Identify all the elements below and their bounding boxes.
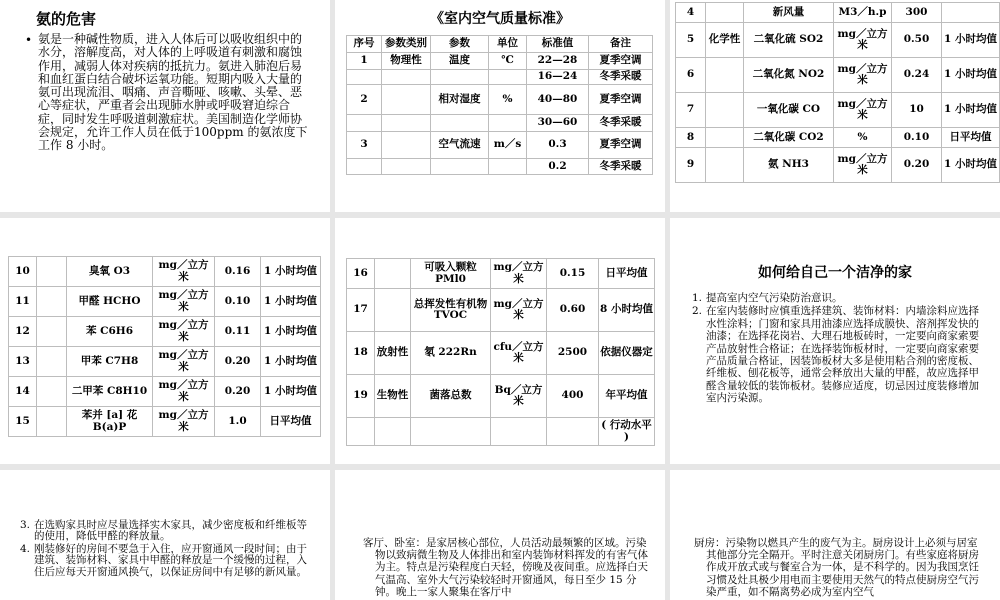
cell-standard-value: 0.20 xyxy=(215,347,261,377)
cell-category xyxy=(706,128,744,148)
header-remark: 备注 xyxy=(589,36,653,53)
cell-parameter: 一氧化碳 CO xyxy=(744,93,834,128)
cell-standard-value: 16—24 xyxy=(527,70,589,85)
cell-category xyxy=(706,148,744,183)
list-number: 2. xyxy=(692,305,703,318)
header-row-number: 序号 xyxy=(347,36,382,53)
cell-row-number: 10 xyxy=(9,257,37,287)
table-row xyxy=(9,257,321,287)
cell-row-number xyxy=(347,70,382,85)
cell-row-number: 1 xyxy=(347,53,382,70)
cell-unit: ℃ xyxy=(489,53,527,70)
table-row xyxy=(347,115,653,132)
bullet: • xyxy=(25,33,33,47)
slide-standard-table-3 xyxy=(0,218,330,464)
cell-row-number: 9 xyxy=(676,148,706,183)
cell-parameter: 甲醛 HCHO xyxy=(67,287,153,317)
cell-category xyxy=(382,115,431,132)
cell-standard-value: 0.20 xyxy=(892,148,942,183)
slide-title: 《室内空气质量标准》 xyxy=(430,11,570,27)
cell-parameter: 二氧化碳 CO2 xyxy=(744,128,834,148)
cell-unit: m／s xyxy=(489,132,527,159)
cell-unit: mg／立方米 xyxy=(153,287,215,317)
cell-remark: 冬季采暖 xyxy=(589,115,653,132)
cell-parameter: 菌落总数 xyxy=(411,375,491,418)
cell-unit: cfu／立方米 xyxy=(491,332,547,375)
cell-remark: 1 小时均值 xyxy=(942,93,1000,128)
cell-category xyxy=(382,132,431,159)
cell-row-number: 14 xyxy=(9,377,37,407)
table-row xyxy=(676,58,1000,93)
cell-unit: mg／立方米 xyxy=(153,407,215,437)
cell-unit: mg／立方米 xyxy=(834,93,892,128)
standard-table xyxy=(346,35,653,175)
cell-parameter: 氡 222Rn xyxy=(411,332,491,375)
cell-parameter xyxy=(431,115,489,132)
cell-remark: ( 行动水平 ) xyxy=(599,418,655,446)
slide-air-quality-standard xyxy=(335,0,665,212)
cell-standard-value: 40—80 xyxy=(527,85,589,115)
cell-parameter xyxy=(411,418,491,446)
cell-parameter: 新风量 xyxy=(744,3,834,23)
cell-remark: 1 小时均值 xyxy=(261,347,321,377)
slide-standard-table-2 xyxy=(670,0,1000,212)
cell-parameter: 温度 xyxy=(431,53,489,70)
cell-category xyxy=(37,317,67,347)
table-row xyxy=(676,93,1000,128)
list-item xyxy=(20,544,314,578)
list-item xyxy=(692,292,988,304)
cell-standard-value: 400 xyxy=(547,375,599,418)
list-text: 在选购家具时应尽量选择实木家具，减少密度板和纤维板等的使用，降低甲醛的释放量。 xyxy=(34,519,307,543)
cell-row-number: 5 xyxy=(676,23,706,58)
cell-row-number: 11 xyxy=(9,287,37,317)
cell-remark: 冬季采暖 xyxy=(589,70,653,85)
cell-parameter: 相对湿度 xyxy=(431,85,489,115)
cell-remark: 冬季采暖 xyxy=(589,159,653,175)
table-row xyxy=(347,85,653,115)
slide-clean-home xyxy=(670,218,1000,464)
cell-category xyxy=(37,407,67,437)
header-standard-value: 标准值 xyxy=(527,36,589,53)
cell-row-number: 6 xyxy=(676,58,706,93)
cell-remark: 1 小时均值 xyxy=(942,58,1000,93)
table-row xyxy=(9,287,321,317)
cell-row-number: 4 xyxy=(676,3,706,23)
table-row xyxy=(347,132,653,159)
cell-remark: 1 小时均值 xyxy=(261,287,321,317)
cell-category xyxy=(37,377,67,407)
list-item xyxy=(692,305,988,404)
table-row xyxy=(9,377,321,407)
cell-unit: mg／立方米 xyxy=(834,148,892,183)
cell-category xyxy=(382,85,431,115)
cell-unit: mg／立方米 xyxy=(834,23,892,58)
cell-standard-value: 22—28 xyxy=(527,53,589,70)
cell-category xyxy=(375,289,411,332)
cell-category xyxy=(375,418,411,446)
cell-standard-value: 0.20 xyxy=(215,377,261,407)
cell-unit xyxy=(489,70,527,85)
list-number: 4. xyxy=(20,542,31,555)
cell-standard-value: 0.50 xyxy=(892,23,942,58)
cell-remark: 1 小时均值 xyxy=(261,377,321,407)
cell-category xyxy=(382,159,431,175)
table-row xyxy=(676,3,1000,23)
header-parameter: 参数 xyxy=(431,36,489,53)
cell-remark: 1 小时均值 xyxy=(942,23,1000,58)
standard-table xyxy=(675,2,1000,183)
table-row xyxy=(347,289,655,332)
cell-row-number: 15 xyxy=(9,407,37,437)
cell-category xyxy=(706,3,744,23)
cell-remark: 1 小时均值 xyxy=(261,257,321,287)
cell-category xyxy=(37,287,67,317)
cell-category: 物理性 xyxy=(382,53,431,70)
cell-unit: mg／立方米 xyxy=(491,289,547,332)
cell-row-number: 17 xyxy=(347,289,375,332)
tips-list xyxy=(692,292,988,406)
cell-row-number: 7 xyxy=(676,93,706,128)
table-row xyxy=(9,407,321,437)
list-text: 提高室内空气污染防治意识。 xyxy=(706,292,843,304)
table-row xyxy=(347,53,653,70)
slide-standard-table-4 xyxy=(335,218,665,464)
table-row xyxy=(347,418,655,446)
cell-unit: % xyxy=(489,85,527,115)
table-row xyxy=(347,70,653,85)
slide-kitchen xyxy=(670,470,1000,600)
slide-title: 氨的危害 xyxy=(36,11,97,28)
table-row xyxy=(347,375,655,418)
cell-standard-value: 300 xyxy=(892,3,942,23)
cell-standard-value: 0.16 xyxy=(215,257,261,287)
cell-remark: 日平均值 xyxy=(599,259,655,289)
cell-category: 放射性 xyxy=(375,332,411,375)
cell-category xyxy=(37,347,67,377)
cell-parameter: 空气流速 xyxy=(431,132,489,159)
table-row xyxy=(9,317,321,347)
list-text: 在室内装修时应慎重选择建筑、装饰材料：内墙涂料应选择水性涂料；门窗和家具用油漆应选择成膜快、溶剂挥发快的油漆；在选择花岗岩、大理石地板砖时，一定要向商家索要产品放射性合格证；在选择装饰板材时，一定要向商家索要产品质量合格证，因装饰板材大多是使用粘合剂的密度板、纤维板、刨花板等，通常会释放出大量的甲醛，故应选择甲醛含量较低的装饰板材。装修应适度，切忌因过度装修增加室内污染源。 xyxy=(706,305,979,405)
cell-standard-value: 0.3 xyxy=(527,132,589,159)
cell-row-number: 18 xyxy=(347,332,375,375)
cell-standard-value: 2500 xyxy=(547,332,599,375)
cell-unit: mg／立方米 xyxy=(153,317,215,347)
table-row xyxy=(347,159,653,175)
cell-row-number: 16 xyxy=(347,259,375,289)
cell-parameter: 臭氧 O3 xyxy=(67,257,153,287)
table-header-row xyxy=(347,36,653,53)
cell-row-number: 8 xyxy=(676,128,706,148)
table-row xyxy=(676,148,1000,183)
cell-parameter: 苯 C6H6 xyxy=(67,317,153,347)
slide-title: 如何给自己一个洁净的家 xyxy=(758,264,912,280)
ammonia-paragraph: 氨是一种碱性物质，进入人体后可以吸收组织中的水分，溶解度高，对人体的上呼吸道有刺激和腐蚀作用，减弱人体对疾病的抵抗力。氨进入肺泡后易和血红蛋白结合破坏运氧功能。短期内吸入大量的氨可出现流泪、咽痛、声音嘶哑、咳嗽、头晕、恶心等症状，严重者会出现肺水肿或呼吸窘迫综合症，同时发生呼吸道刺激症状。美国制造化学师协会规定，允许工作人员在低于100ppm 的氨浓度下工作 8 小时。 xyxy=(38,32,308,153)
slide-tips-continued xyxy=(0,470,330,600)
cell-unit xyxy=(489,115,527,132)
cell-row-number xyxy=(347,115,382,132)
cell-standard-value: 0.60 xyxy=(547,289,599,332)
cell-row-number: 12 xyxy=(9,317,37,347)
header-category: 参数类别 xyxy=(382,36,431,53)
cell-category xyxy=(706,58,744,93)
cell-category xyxy=(375,259,411,289)
cell-remark: 日平均值 xyxy=(942,128,1000,148)
standard-table xyxy=(8,256,321,437)
cell-unit xyxy=(489,159,527,175)
cell-remark: 年平均值 xyxy=(599,375,655,418)
cell-category xyxy=(37,257,67,287)
table-row xyxy=(676,128,1000,148)
cell-standard-value: 0.15 xyxy=(547,259,599,289)
cell-standard-value: 10 xyxy=(892,93,942,128)
cell-unit: mg／立方米 xyxy=(153,377,215,407)
table-row xyxy=(347,259,655,289)
cell-remark xyxy=(942,3,1000,23)
cell-remark: 夏季空调 xyxy=(589,53,653,70)
tips-list xyxy=(20,520,314,579)
cell-row-number xyxy=(347,159,382,175)
cell-parameter xyxy=(431,159,489,175)
slide-living-bedroom xyxy=(335,470,665,600)
standard-table xyxy=(346,258,655,446)
cell-unit: mg／立方米 xyxy=(153,347,215,377)
table-row xyxy=(676,23,1000,58)
cell-category: 化学性 xyxy=(706,23,744,58)
slide-ammonia-hazards xyxy=(0,0,330,212)
cell-unit: mg／立方米 xyxy=(834,58,892,93)
cell-standard-value: 30—60 xyxy=(527,115,589,132)
cell-unit: mg／立方米 xyxy=(491,259,547,289)
header-unit: 单位 xyxy=(489,36,527,53)
cell-unit: % xyxy=(834,128,892,148)
cell-parameter xyxy=(431,70,489,85)
cell-row-number xyxy=(347,418,375,446)
cell-row-number: 13 xyxy=(9,347,37,377)
cell-remark: 日平均值 xyxy=(261,407,321,437)
cell-remark: 1 小时均值 xyxy=(942,148,1000,183)
cell-remark: 1 小时均值 xyxy=(261,317,321,347)
table-row xyxy=(9,347,321,377)
cell-standard-value xyxy=(547,418,599,446)
cell-remark: 8 小时均值 xyxy=(599,289,655,332)
cell-unit: Bq／立方米 xyxy=(491,375,547,418)
cell-row-number: 2 xyxy=(347,85,382,115)
cell-unit: M3／h.p xyxy=(834,3,892,23)
cell-row-number: 19 xyxy=(347,375,375,418)
kitchen-paragraph: 厨房：污染物以燃具产生的废气为主。厨房设计上必须与居室其他部分完全隔开。平时注意关闭厨房门。有些家庭将厨房作成开放式或与餐室合为一体，是不科学的。因为我国烹饪习惯及灶具极少用电而主要使用天然气的特点使厨房空气污染严重，如不隔离势必成为室内空气 xyxy=(694,537,979,598)
cell-standard-value: 0.2 xyxy=(527,159,589,175)
table-row xyxy=(347,332,655,375)
list-text: 刚装修好的房间不要急于入住，应开窗通风一段时间；由于建筑、装饰材料、家具中甲醛的释放是一个缓慢的过程，入住后应每天开窗通风换气，以保证房间中有足够的新风量。 xyxy=(34,542,307,578)
cell-parameter: 甲苯 C7H8 xyxy=(67,347,153,377)
cell-standard-value: 0.24 xyxy=(892,58,942,93)
cell-category xyxy=(706,93,744,128)
list-number: 1. xyxy=(692,292,703,304)
cell-unit xyxy=(491,418,547,446)
cell-standard-value: 1.0 xyxy=(215,407,261,437)
cell-remark: 依据仪器定 xyxy=(599,332,655,375)
cell-parameter: 可吸入颗粒 PMl0 xyxy=(411,259,491,289)
cell-standard-value: 0.11 xyxy=(215,317,261,347)
cell-remark: 夏季空调 xyxy=(589,132,653,159)
cell-parameter: 总挥发性有机物 TVOC xyxy=(411,289,491,332)
cell-remark: 夏季空调 xyxy=(589,85,653,115)
cell-row-number: 3 xyxy=(347,132,382,159)
cell-parameter: 氨 NH3 xyxy=(744,148,834,183)
cell-parameter: 苯并 [a] 花 B(a)P xyxy=(67,407,153,437)
cell-category xyxy=(382,70,431,85)
cell-parameter: 二甲苯 C8H10 xyxy=(67,377,153,407)
cell-unit: mg／立方米 xyxy=(153,257,215,287)
cell-standard-value: 0.10 xyxy=(215,287,261,317)
list-number: 3. xyxy=(20,519,31,531)
cell-parameter: 二氧化氮 NO2 xyxy=(744,58,834,93)
list-item xyxy=(20,520,314,543)
cell-category: 生物性 xyxy=(375,375,411,418)
cell-standard-value: 0.10 xyxy=(892,128,942,148)
cell-parameter: 二氧化硫 SO2 xyxy=(744,23,834,58)
bedroom-paragraph: 客厅、卧室：是家居核心部位，人员活动最频繁的区域。污染物以致病微生物及人体排出和室内装饰材料挥发的有害气体为主。特点是污染程度白天轻，傍晚及夜间重。应选择白天气温高、室外大气污染较轻时开窗通风，每日至少 15 分钟。晚上一家人聚集在客厅中 xyxy=(363,537,648,598)
